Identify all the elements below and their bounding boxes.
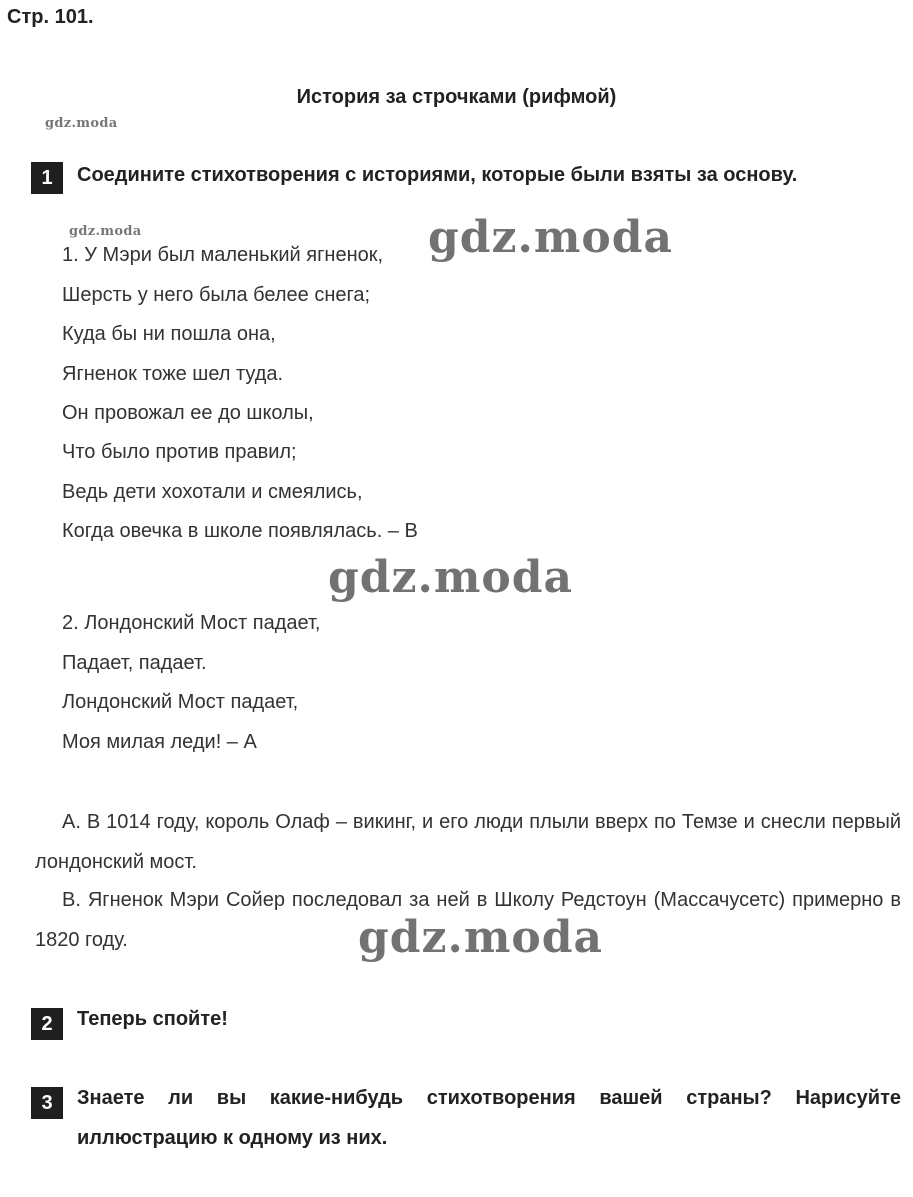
watermark-large: gdz.moda (358, 912, 604, 963)
task-3-text: Знаете ли вы какие-нибудь стихотворения вашей страны? Нарисуйте иллюстрацию к одному из них. (77, 1087, 901, 1149)
poem-1-line: Что было против правил; (62, 441, 297, 463)
task-2-number: 2 (31, 1008, 63, 1040)
poem-1-line: Шерсть у него была белее снега; (62, 284, 371, 306)
poem-1-line: 1. У Мэри был маленький ягненок, (62, 244, 384, 266)
poem-2-line: Лондонский Мост падает, (62, 691, 299, 713)
watermark-large: gdz.moda (428, 212, 674, 263)
task-1-number: 1 (31, 162, 63, 194)
page-number: Стр. 101. (7, 6, 94, 28)
watermark-small: gdz.moda (69, 224, 142, 239)
poem-2-line: Моя милая леди! – A (62, 731, 257, 753)
task-3-number: 3 (31, 1087, 63, 1119)
task-2-text: Теперь спойте! (77, 1008, 228, 1030)
poem-2-line: 2. Лондонский Мост падает, (62, 612, 321, 634)
poem-1-line: Куда бы ни пошла она, (62, 323, 276, 345)
poem-1-line: Ведь дети хохотали и смеялись, (62, 481, 363, 503)
story-a: A. В 1014 году, король Олаф – викинг, и его люди плыли вверх по Темзе и снесли первый лондонский мост. (35, 811, 901, 873)
watermark-small: gdz.moda (45, 116, 118, 131)
story-b: B. Ягненок Мэри Сойер последовал за ней в Школу Редстоун (Массачусетс) примерно в 1820 году. (35, 889, 901, 951)
poem-1-line: Он провожал ее до школы, (62, 402, 314, 424)
poem-1-line: Ягненок тоже шел туда. (62, 363, 284, 385)
page-title: История за строчками (рифмой) (296, 86, 617, 108)
poem-1-line: Когда овечка в школе появлялась. – B (62, 520, 418, 542)
poem-2-line: Падает, падает. (62, 652, 207, 674)
task-1-text: Соедините стихотворения с историями, которые были взяты за основу. (77, 164, 798, 186)
watermark-large: gdz.moda (328, 552, 574, 603)
